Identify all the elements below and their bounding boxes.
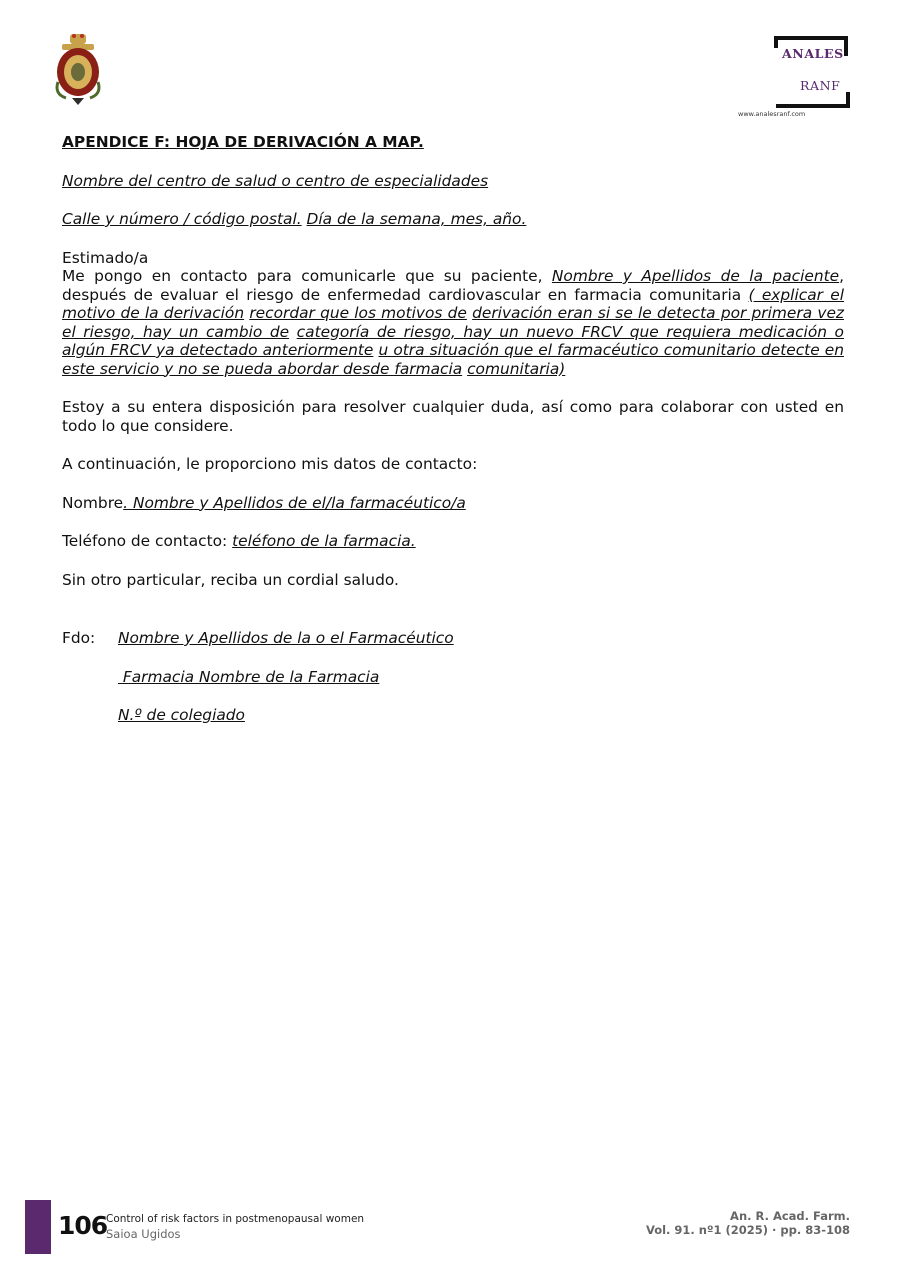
logo-frame-top-left xyxy=(774,36,778,48)
center-name: Nombre del centro de salud o centro de especialidades xyxy=(62,171,489,190)
center-name-line xyxy=(62,172,844,191)
footer-author: Saioa Ugidos xyxy=(106,1227,181,1241)
signature-pharmacy: Farmacia Nombre de la Farmacia xyxy=(118,667,380,686)
referral-paragraph xyxy=(62,267,844,378)
footer-accent-bar xyxy=(25,1200,51,1254)
logo-frame-top xyxy=(774,36,848,40)
reason-part-1: ( explicar el motivo de la derivación xyxy=(62,285,844,322)
reason-part-6: comunitaria) xyxy=(467,359,566,378)
anales-ranf-logo xyxy=(738,36,852,120)
signature-label: Fdo: xyxy=(62,629,96,647)
logo-url: www.analesranf.com xyxy=(738,110,806,118)
address: Calle y número / código postal. xyxy=(62,210,302,228)
address-date-line xyxy=(62,210,844,229)
phone-value: teléfono de la farmacia. xyxy=(232,532,416,550)
document-body xyxy=(62,133,844,725)
pharmacist-name: . Nombre y Apellidos de el/la farmacéutico/a xyxy=(123,493,466,512)
signature-line xyxy=(62,629,844,648)
body-text-b: , después de evaluar el riesgo de enfermedad cardiovascular en farmacia comunitaria xyxy=(62,267,845,304)
signature-number: N.º de colegiado xyxy=(118,706,245,724)
salutation: Estimado/a xyxy=(62,248,149,267)
page-number: 106 xyxy=(58,1211,108,1240)
footer-journal-name: An. R. Acad. Farm. xyxy=(730,1209,850,1223)
body-text-a: Me pongo en contacto para comunicarle que su paciente, xyxy=(62,267,552,285)
date: Día de la semana, mes, año. xyxy=(306,210,527,228)
contact-phone-line xyxy=(62,532,844,551)
signature-pharmacy-line xyxy=(62,668,844,687)
logo-word-ranf: RANF xyxy=(800,78,841,93)
logo-frame-bottom xyxy=(776,104,850,108)
signature-number-line xyxy=(62,706,844,725)
patient-name: Nombre y Apellidos de la paciente xyxy=(551,267,840,285)
reason-part-3: derivación eran si se le detecta por primera vez el riesgo, hay un cambio de xyxy=(62,304,844,341)
logo-word-anales: ANALES xyxy=(782,46,844,61)
phone-label: Teléfono de contacto: xyxy=(62,532,233,550)
disposal-paragraph: Estoy a su entera disposición para resolver cualquier duda, así como para colaborar con usted en todo lo que considere. xyxy=(62,398,844,435)
reason-part-4: categoría de riesgo, hay un nuevo FRCV que requiera medicación o algún FRCV ya detectado anteriormente xyxy=(62,322,844,359)
footer-journal-info xyxy=(646,1209,850,1237)
contact-intro: A continuación, le proporciono mis datos de contacto: xyxy=(62,455,478,473)
name-label: Nombre xyxy=(62,493,124,512)
logo-frame-top-right xyxy=(844,36,848,56)
reason-part-2: recordar que los motivos de xyxy=(249,304,467,322)
footer-article-title: Control of risk factors in postmenopausal women xyxy=(106,1213,365,1225)
closing: Sin otro particular, reciba un cordial saludo. xyxy=(62,570,399,589)
contact-name-line xyxy=(62,494,844,513)
academy-crest-logo xyxy=(52,32,104,106)
appendix-title: APENDICE F: HOJA DE DERIVACIÓN A MAP. xyxy=(62,133,424,151)
logo-frame-bottom-right xyxy=(846,92,850,108)
footer-volume: Vol. 91. nº1 (2025) · pp. 83-108 xyxy=(645,1223,850,1237)
signature-name: Nombre y Apellidos de la o el Farmacéutico xyxy=(118,629,454,647)
reason-part-5: u otra situación que el farmacéutico comunitario detecte en este servicio y no se pueda abordar desde farmacia xyxy=(62,341,844,378)
